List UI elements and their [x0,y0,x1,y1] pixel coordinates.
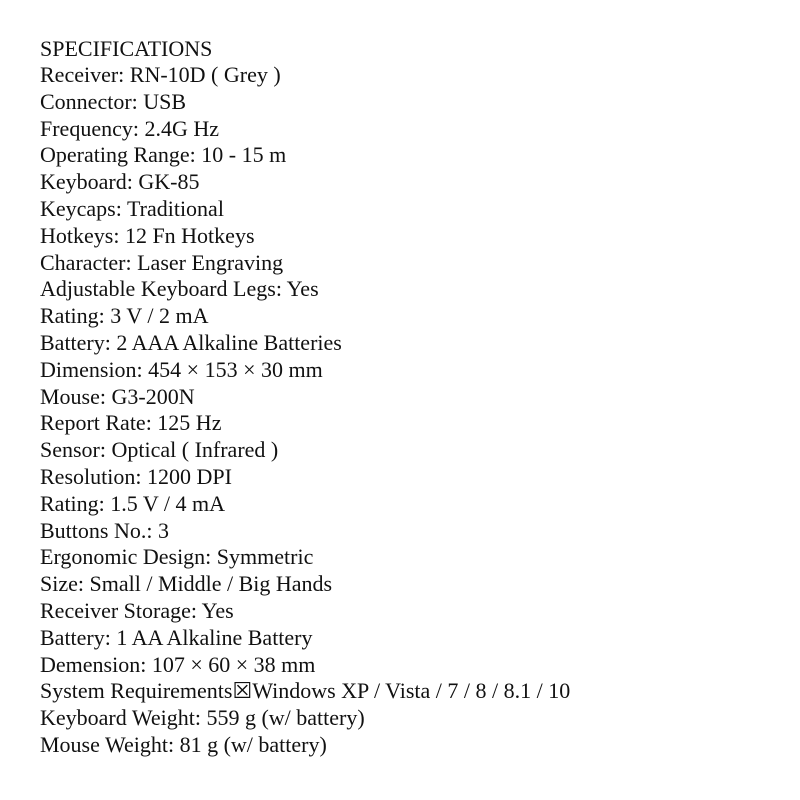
spec-mouse-rating: Rating: 1.5 V / 4 mA [40,490,225,516]
spec-resolution: Resolution: 1200 DPI [40,463,232,489]
spec-report-rate: Report Rate: 125 Hz [40,410,222,436]
spec-keyboard: Keyboard: GK-85 [40,169,200,195]
spec-receiver-storage: Receiver Storage: Yes [40,597,234,623]
spec-hotkeys: Hotkeys: 12 Fn Hotkeys [40,222,255,248]
spec-buttons: Buttons No.: 3 [40,517,169,543]
spec-ergonomic-design: Ergonomic Design: Symmetric [40,544,314,570]
spec-character: Character: Laser Engraving [40,249,284,275]
spec-keyboard-dimension: Dimension: 454 × 153 × 30 mm [40,356,323,382]
spec-mouse-dimension: Demension: 107 × 60 × 38 mm [40,651,316,677]
spec-frequency: Frequency: 2.4G Hz [40,115,220,141]
spec-list [40,62,800,759]
spec-keyboard-legs: Adjustable Keyboard Legs: Yes [40,276,319,302]
spec-keyboard-weight: Keyboard Weight: 559 g (w/ battery) [40,705,365,731]
spec-operating-range: Operating Range: 10 - 15 m [40,142,287,168]
spec-size: Size: Small / Middle / Big Hands [40,571,333,597]
spec-connector: Connector: USB [40,88,187,114]
spec-sensor: Sensor: Optical ( Infrared ) [40,437,279,463]
spec-mouse-weight: Mouse Weight: 81 g (w/ battery) [40,731,327,757]
spec-receiver: Receiver: RN-10D ( Grey ) [40,62,281,87]
spec-system-requirements: System Requirements☒Windows XP / Vista / 7 / 8 / 8.1 / 10 [40,678,571,704]
spec-keyboard-rating: Rating: 3 V / 2 mA [40,303,209,329]
page-title: SPECIFICATIONS [40,36,213,61]
spec-mouse-battery: Battery: 1 AA Alkaline Battery [40,624,313,650]
spec-keycaps: Keycaps: Traditional [40,195,224,221]
spec-mouse: Mouse: G3-200N [40,383,195,409]
spec-keyboard-battery: Battery: 2 AAA Alkaline Batteries [40,329,342,355]
